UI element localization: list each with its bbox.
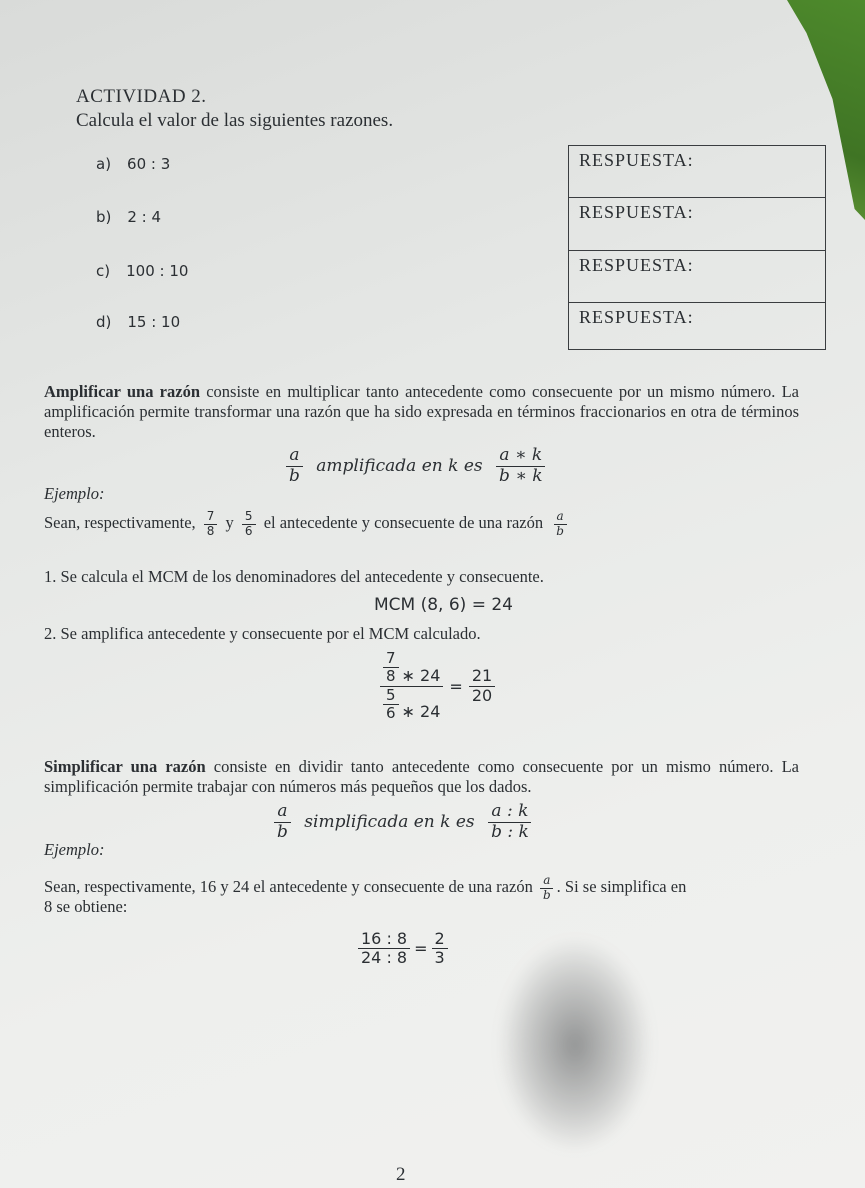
exercise-ratio: 2 : 4 [127,208,162,226]
amplify-definition [44,382,799,442]
formula-text: simplificada en k es [304,811,475,832]
exercise-b [96,208,161,226]
fraction-denominator: 8 [206,523,215,538]
activity-instruction: Calcula el valor de las siguientes razones. [76,110,394,131]
calc-numerator: 16 : 8 [358,930,410,949]
exercise-letter: d) [96,313,112,331]
formula-denominator: b ∗ k [499,465,543,486]
amplify-example-line [44,510,567,539]
conjunction: y [225,513,234,533]
fraction-numerator: 7 [383,650,399,668]
amplify-calculation [380,650,495,722]
fraction-denominator: b [542,887,551,902]
exercise-letter: c) [96,262,111,280]
formula-numerator: a [286,446,302,467]
formula-denominator: b [277,821,288,842]
activity-title: ACTIVIDAD 2. [76,86,207,107]
fraction-numerator: 5 [383,687,399,705]
multiplier: ∗ 24 [401,665,441,685]
simplify-term: Simplificar una razón [44,757,206,776]
amplify-term: Amplificar una razón [44,382,201,401]
simplify-formula [274,802,532,842]
formula-denominator: b : k [491,821,529,842]
fraction-denominator: 6 [386,703,396,722]
response-box-c[interactable] [568,250,826,303]
formula-numerator: a [274,802,290,823]
exercise-letter: b) [96,208,112,226]
formula-denominator: b [289,465,300,486]
response-label: RESPUESTA: [579,255,694,275]
amplify-example-label: Ejemplo: [44,484,105,503]
example-text-end: . Si se simplifica en [556,877,687,897]
simplify-definition [44,757,799,797]
simplify-example-line [44,874,686,903]
simplify-example-line-2: 8 se obtiene: [44,897,128,916]
response-box-a[interactable] [568,145,826,198]
fraction-numerator: 7 [204,510,218,525]
exercise-ratio: 100 : 10 [126,262,189,280]
response-label: RESPUESTA: [579,202,694,222]
response-box-d[interactable] [568,302,826,350]
multiplier: ∗ 24 [401,702,441,722]
result-numerator: 2 [432,930,448,949]
fraction-denominator: b [556,523,564,538]
equals-sign: = [414,939,428,959]
formula-text: amplificada en k es [316,455,483,476]
exercise-d [96,313,180,331]
simplify-example-label: Ejemplo: [44,840,105,859]
exercise-c [96,262,188,280]
result-denominator: 3 [434,948,445,968]
response-label: RESPUESTA: [579,150,694,170]
formula-numerator: a ∗ k [496,446,545,467]
simplify-calculation [358,930,448,968]
fraction-denominator: 8 [386,667,396,686]
equals-sign: = [449,676,463,696]
fraction-numerator: a [540,874,553,889]
exercise-a [96,155,170,173]
example-text: el antecedente y consecuente de una razón [263,513,544,533]
fraction-denominator: 6 [244,523,253,538]
response-label: RESPUESTA: [579,307,694,327]
result-denominator: 20 [471,685,493,705]
simplify-text: consiste en dividir tanto antecedente como consecuente por un mismo número. La simplificación permite trabajar con números más pequeños que los dados. [44,757,799,796]
shadow-smudge [500,940,650,1150]
example-text: Sean, respectivamente, 16 y 24 el antecedente y consecuente de una razón [44,877,533,897]
formula-numerator: a : k [488,802,531,823]
calc-denominator: 24 : 8 [361,948,408,968]
fraction-numerator: a [554,510,567,525]
result-numerator: 21 [469,667,495,686]
amplify-step-2: 2. Se amplifica antecedente y consecuente por el MCM calculado. [44,624,481,643]
amplify-step-1: 1. Se calcula el MCM de los denominadores del antecedente y consecuente. [44,567,544,586]
exercise-letter: a) [96,155,112,173]
page-number: 2 [396,1164,406,1185]
example-intro: Sean, respectivamente, [44,513,196,533]
response-box-b[interactable] [568,197,826,250]
exercise-ratio: 15 : 10 [127,313,181,331]
amplify-text: consiste en multiplicar tanto antecedente como consecuente por un mismo número. La amplificación permite transformar una razón que ha sido expresada en términos fraccionarios en otra de términos enteros. [44,382,799,441]
exercise-ratio: 60 : 3 [127,155,171,173]
fraction-numerator: 5 [242,510,256,525]
amplify-formula [286,446,546,486]
mcm-equation: MCM (8, 6) = 24 [374,595,513,615]
